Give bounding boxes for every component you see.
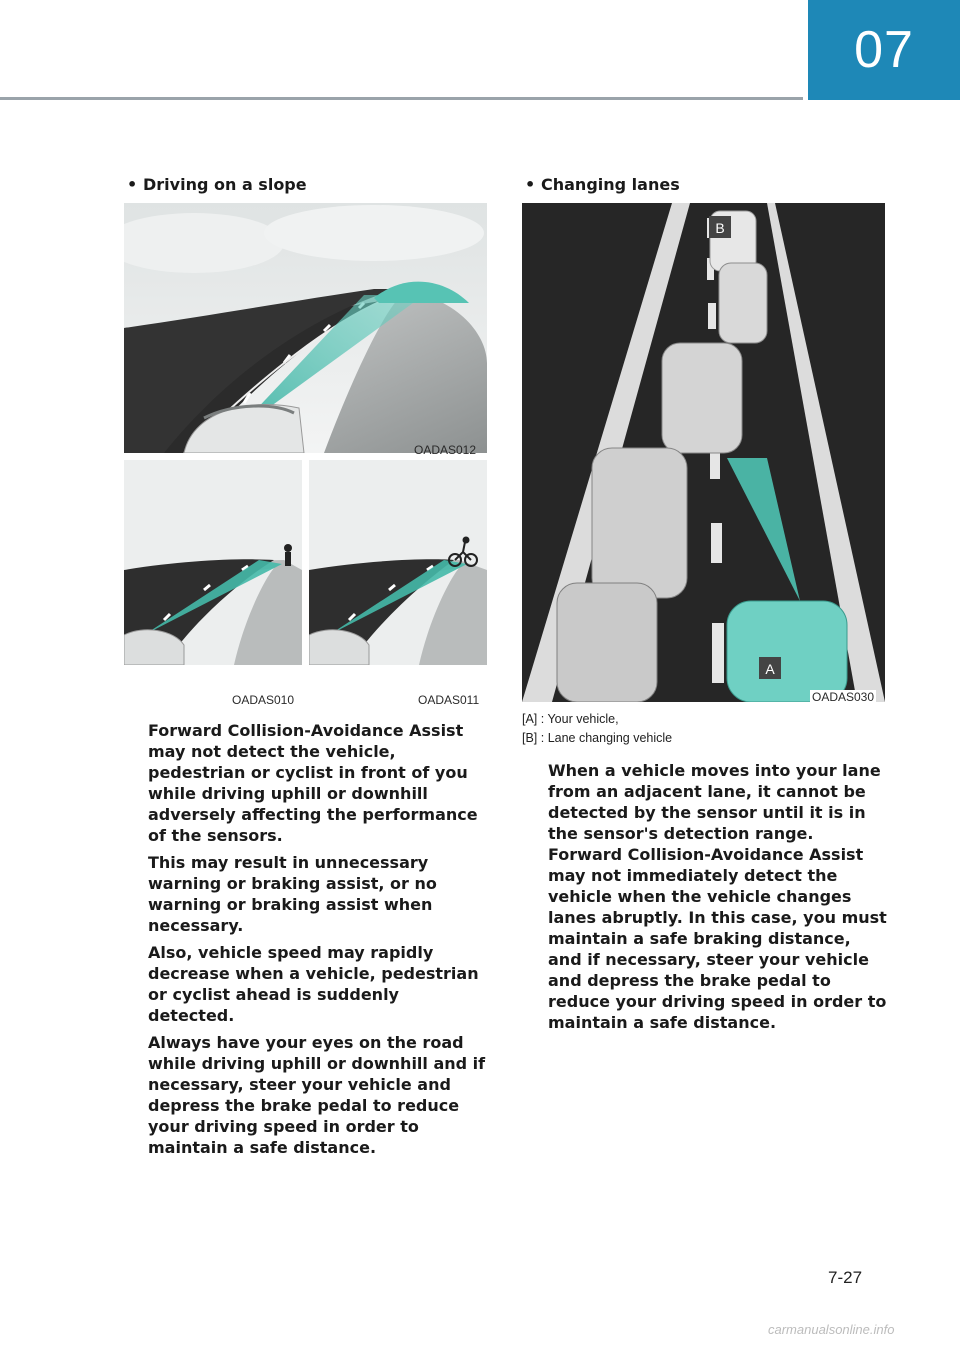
bullet-icon: •	[525, 175, 536, 194]
caption-your-vehicle: [A] : Your vehicle,	[522, 712, 619, 726]
slope-paragraph-1: Forward Collision-Avoidance Assist may not detect the vehicle, pedestrian or cyclist in front of you while driving uphill or downhill adversely affecting the performance of the sensors.	[148, 721, 478, 845]
slope-description	[148, 720, 488, 1164]
slope-heading	[127, 175, 307, 194]
page-number: 7-27	[828, 1268, 863, 1287]
cyclist-illustration	[309, 460, 487, 665]
caption-lane-changing-vehicle: [B] : Lane changing vehicle	[522, 731, 673, 745]
vehicle-a-label: A	[765, 661, 775, 677]
lane-change-figure	[522, 203, 885, 702]
figure-code-oadas012: OADAS012	[414, 443, 477, 457]
lanes-description	[548, 760, 888, 1039]
bullet-icon: •	[127, 175, 138, 194]
figure-code-oadas010: OADAS010	[232, 693, 295, 707]
slope-paragraph-3: Also, vehicle speed may rapidly decrease when a vehicle, pedestrian or cyclist ahead is suddenly detected.	[148, 943, 479, 1025]
figure-code-oadas030: OADAS030	[812, 690, 875, 704]
slope-paragraph-4: Always have your eyes on the road while driving uphill or downhill and if necessary, steer your vehicle and depress the brake pedal to reduce your driving speed in order to maintain a safe distance.	[148, 1033, 486, 1157]
figure-code-oadas011: OADAS011	[418, 693, 480, 707]
header-rule	[0, 97, 803, 100]
vehicle-b-label: B	[715, 220, 725, 236]
slope-figure-pedestrian	[124, 460, 302, 665]
slope-illustration	[124, 203, 487, 453]
slope-paragraph-2: This may result in unnecessary warning or braking assist, or no warning or braking assist when necessary.	[148, 853, 437, 935]
slope-figure-main	[124, 203, 487, 453]
slope-figure-cyclist	[309, 460, 487, 665]
pedestrian-illustration	[124, 460, 302, 665]
watermark: carmanualsonline.info	[768, 1322, 895, 1337]
chapter-tab: 07	[808, 0, 960, 100]
lane-change-illustration	[522, 203, 885, 702]
lanes-heading	[525, 175, 680, 194]
lanes-heading-text: Changing lanes	[541, 175, 680, 194]
figure-captions	[522, 710, 882, 748]
slope-heading-text: Driving on a slope	[143, 175, 307, 194]
lanes-paragraph: When a vehicle moves into your lane from an adjacent lane, it cannot be detected by the sensor until it is in the sensor's detection range. Forward Collision-Avoidance Assist may not immediately detect the vehicle when the vehicle changes lanes abruptly. In this case, you must maintain a safe braking distance, and if necessary, steer your vehicle and depress the brake pedal to reduce your driving speed in order to maintain a safe distance.	[548, 761, 887, 1032]
